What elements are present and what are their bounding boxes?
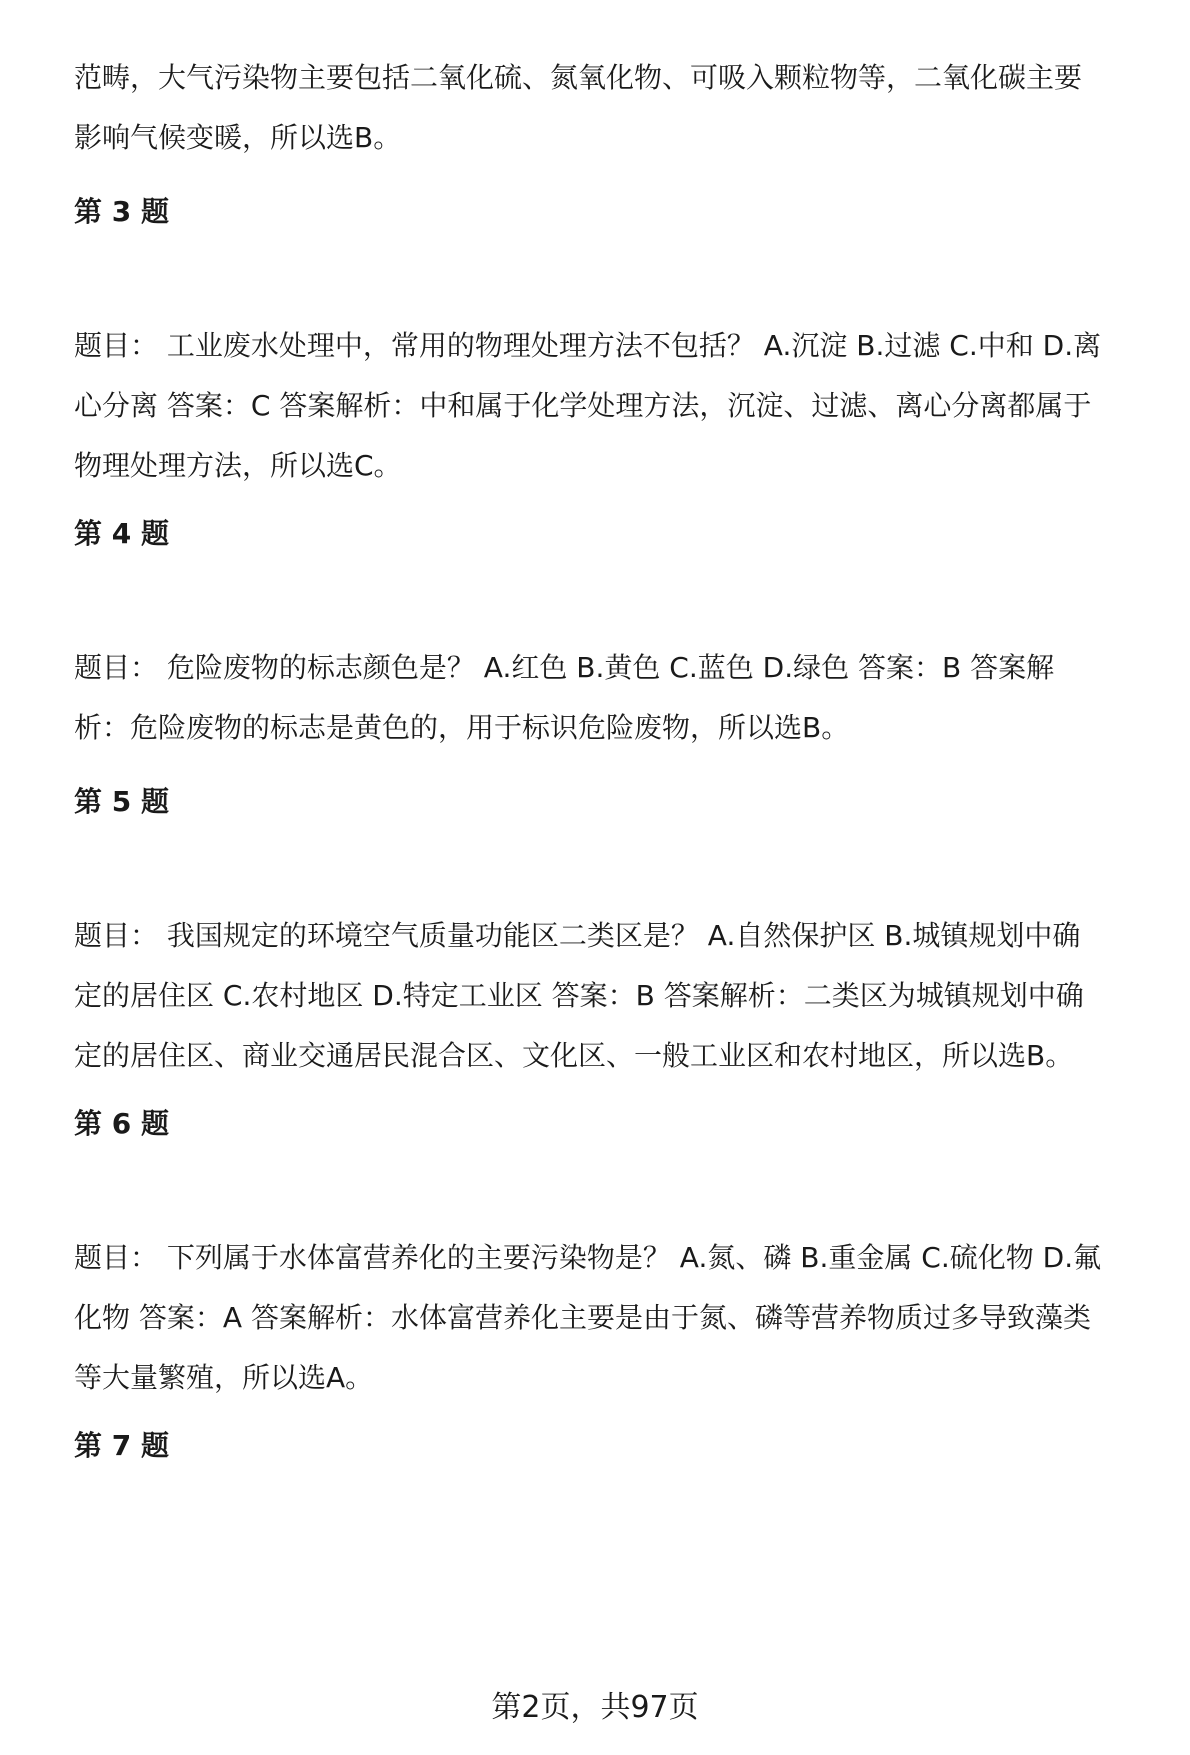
page-number: 第2页，共97页	[491, 1690, 699, 1725]
text-line: 题目： 我国规定的环境空气质量功能区二类区是？ A.自然保护区 B.城镇规划中确	[74, 919, 1081, 952]
text-line: 影响气候变暖，所以选B。	[74, 121, 402, 154]
question-6-body	[74, 1228, 1174, 1408]
text-line: 心分离 答案：C 答案解析：中和属于化学处理方法，沉淀、过滤、离心分离都属于	[74, 389, 1092, 422]
text-line: 析：危险废物的标志是黄色的，用于标识危险废物，所以选B。	[74, 711, 850, 744]
text-line: 定的居住区 C.农村地区 D.特定工业区 答案：B 答案解析：二类区为城镇规划中确	[74, 979, 1084, 1012]
text-line: 题目： 下列属于水体富营养化的主要污染物是？ A.氮、磷 B.重金属 C.硫化物 D.氟	[74, 1241, 1102, 1274]
question-4-body	[74, 638, 1174, 758]
question-5-body	[74, 906, 1174, 1086]
question-3-body	[74, 316, 1174, 496]
text-line: 等大量繁殖，所以选A。	[74, 1361, 374, 1394]
intro-paragraph	[74, 48, 1174, 168]
text-line: 定的居住区、商业交通居民混合区、文化区、一般工业区和农村地区，所以选B。	[74, 1039, 1074, 1072]
text-line: 物理处理方法，所以选C。	[74, 449, 402, 482]
question-3-heading: 第 3 题	[74, 195, 169, 228]
text-line: 题目： 危险废物的标志颜色是？ A.红色 B.黄色 C.蓝色 D.绿色 答案：B 答案解	[74, 651, 1055, 684]
question-5-heading: 第 5 题	[74, 785, 169, 818]
text-line: 化物 答案：A 答案解析：水体富营养化主要是由于氮、磷等营养物质过多导致藻类	[74, 1301, 1091, 1334]
question-7-heading: 第 7 题	[74, 1429, 169, 1462]
question-4-heading: 第 4 题	[74, 517, 169, 550]
text-line: 范畴，大气污染物主要包括二氧化硫、氮氧化物、可吸入颗粒物等，二氧化碳主要	[74, 61, 1083, 94]
question-6-heading: 第 6 题	[74, 1107, 169, 1140]
text-line: 题目： 工业废水处理中，常用的物理处理方法不包括？ A.沉淀 B.过滤 C.中和 D.离	[74, 329, 1102, 362]
